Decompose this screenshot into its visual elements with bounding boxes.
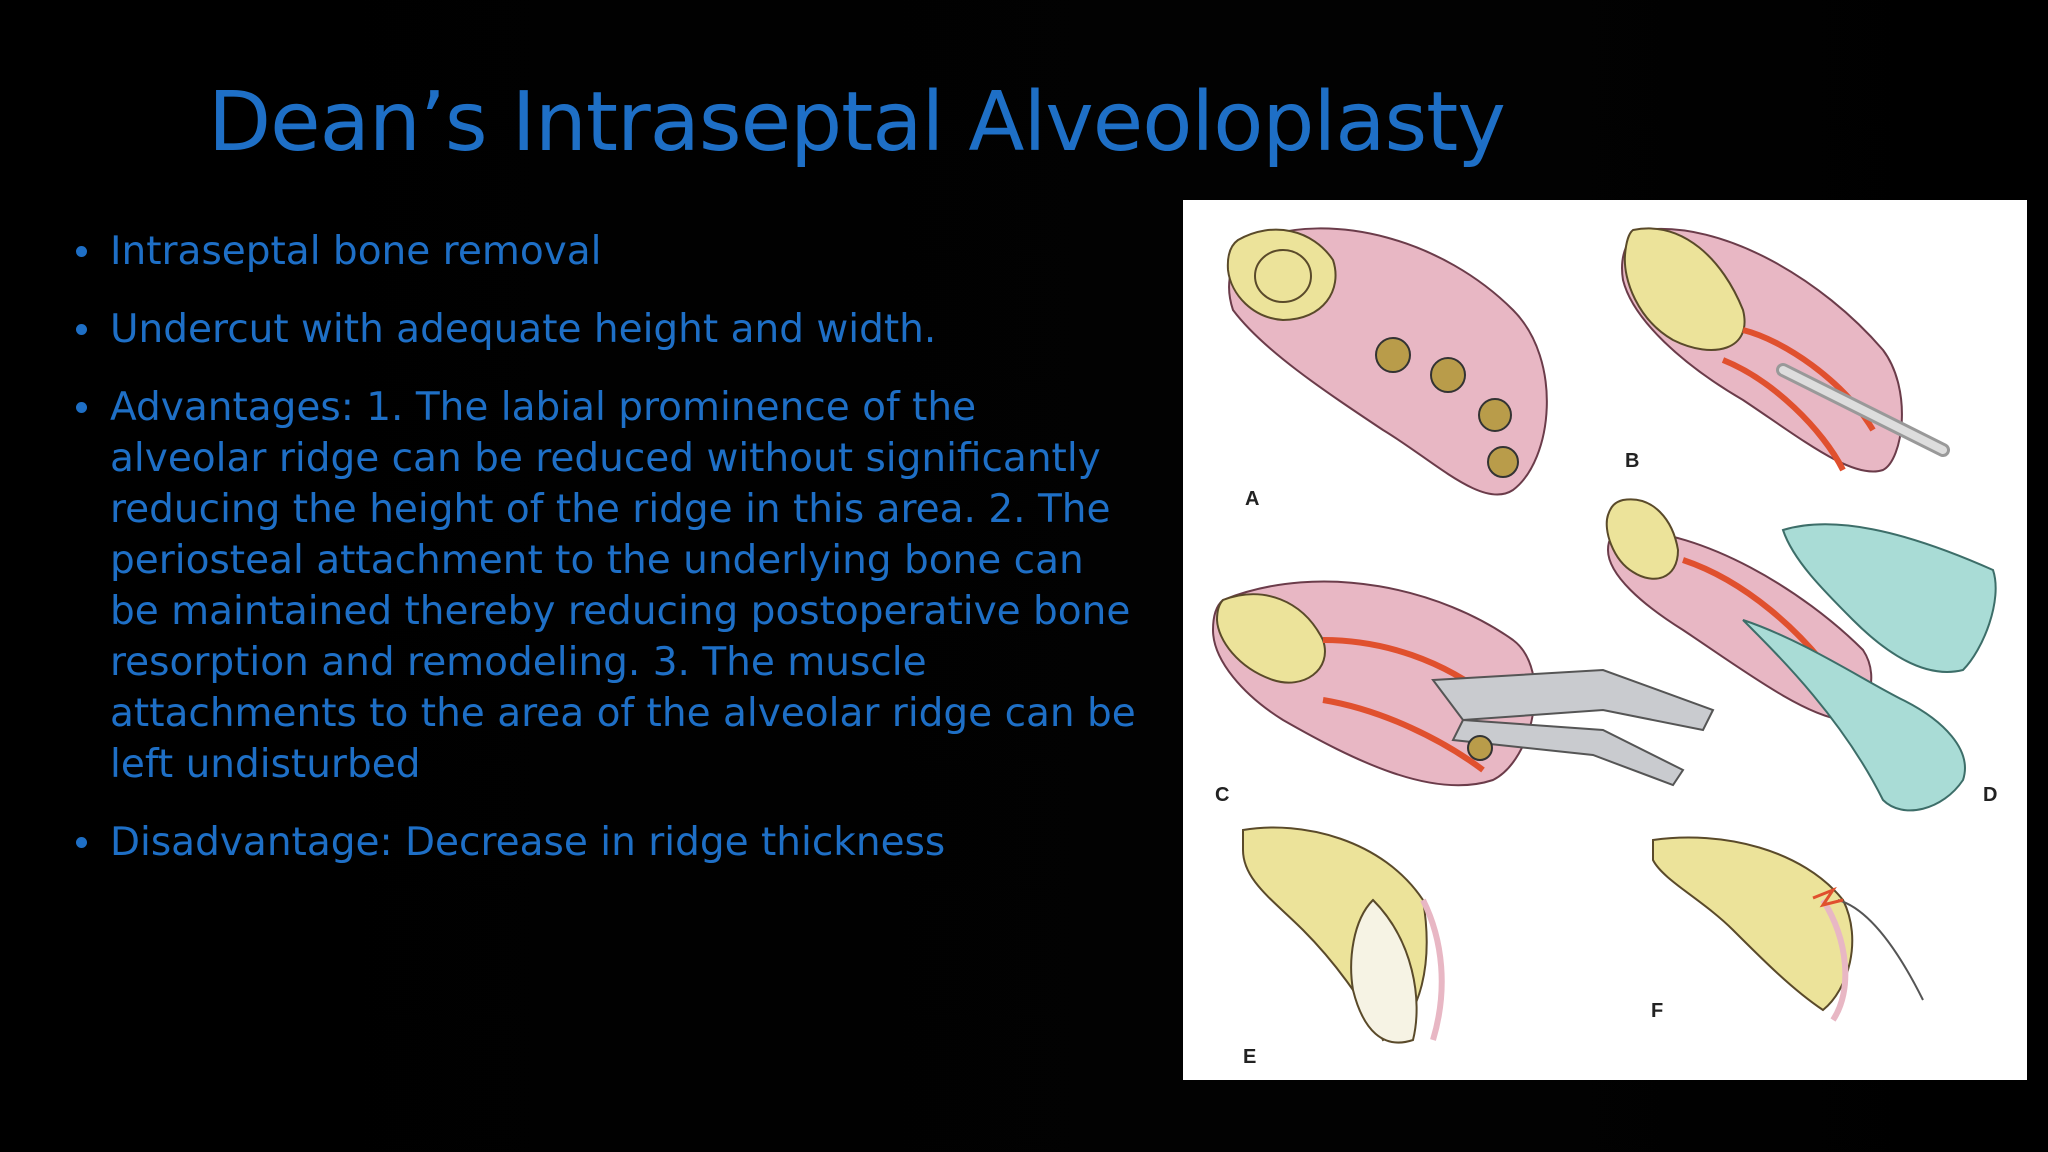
bullet-item [76, 226, 1136, 277]
panel-label-a: A [1245, 488, 1260, 510]
panel-label-b: B [1625, 450, 1640, 472]
bullet-text: Advantages: 1. The labial prominence of the alveolar ridge can be reduced without significantly reducing the height of the ridge in this area. 2. The periosteal attachment to the underlying bone can be maintained thereby reducing postoperative bone resorption and remodeling. 3. The muscle attachments to the area of the alveolar ridge can be left undisturbed [110, 385, 1136, 787]
panel-a-drawing [1228, 228, 1547, 494]
bullet-list [76, 226, 1136, 895]
panel-label-e: E [1243, 1046, 1257, 1068]
panel-e-drawing [1243, 828, 1442, 1043]
bullet-text: Undercut with adequate height and width. [110, 307, 937, 352]
panel-f-drawing [1653, 838, 1923, 1021]
slide-title: Dean’s Intraseptal Alveoloplasty [208, 75, 1505, 170]
bullet-dot-icon [76, 837, 87, 848]
panel-label-f: F [1651, 1000, 1664, 1022]
panel-label-d: D [1983, 784, 1998, 806]
panel-b-drawing [1622, 228, 1943, 471]
illustration-drawing [1183, 200, 2027, 1080]
alveoloplasty-illustration [1183, 200, 2027, 1080]
bullet-dot-icon [76, 246, 87, 257]
bullet-dot-icon [76, 324, 87, 335]
panel-c-drawing [1213, 581, 1713, 785]
bullet-text: Disadvantage: Decrease in ridge thickness [110, 820, 946, 865]
bullet-text: Intraseptal bone removal [110, 229, 602, 274]
panel-label-c: C [1215, 784, 1230, 806]
bullet-item [76, 817, 1136, 868]
bullet-item [76, 304, 1136, 355]
bullet-item [76, 382, 1136, 790]
bullet-dot-icon [76, 402, 87, 413]
